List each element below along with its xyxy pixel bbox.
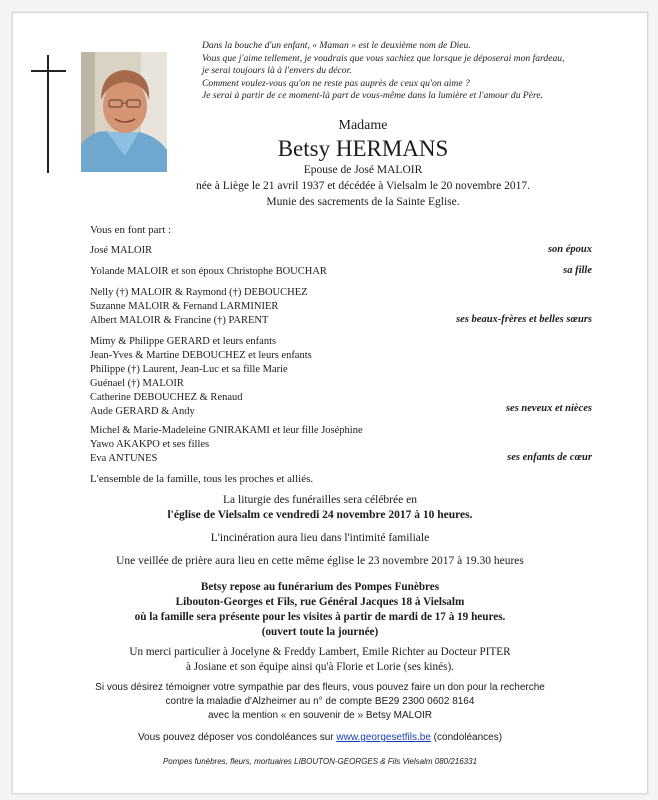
funeral-home-line: Libouton-Georges et Fils, rue Général Jacques 18 à Vielsalm	[175, 596, 465, 608]
family-name: Yolande MALOIR et son époux Christophe BOUCHAR	[90, 266, 327, 277]
family-group	[90, 286, 592, 328]
poem-line: Je serai à partir de ce moment-là part de vous-même dans la lumière et l'amour du Père.	[202, 90, 544, 102]
family-name: Albert MALOIR & Francine (†) PARENT	[90, 315, 269, 326]
relation-label: ses neveux et nièces	[505, 403, 592, 414]
family-name: Eva ANTUNES	[90, 453, 158, 464]
family-name: José MALOIR	[90, 245, 153, 256]
poem-line: Comment voulez-vous qu'on ne reste pas auprès de ceux qu'on aime ?	[202, 77, 470, 89]
funeral-home-line: Betsy repose au funérarium des Pompes Funèbres	[200, 581, 440, 593]
thanks-line: à Josiane et son équipe ainsi qu'à Florie et Lorie (ses kinés).	[186, 661, 454, 673]
family-group	[90, 244, 592, 258]
family-name: Catherine DEBOUCHEZ & Renaud	[90, 392, 243, 403]
dates-line: née à Liège le 21 avril 1937 et décédée à Vielsalm le 20 novembre 2017.	[195, 180, 531, 192]
condolences-text: Vous pouvez déposer vos condoléances sur	[137, 732, 337, 743]
family-name: Michel & Marie-Madeleine GNIRAKAMI et leur fille Joséphine	[90, 425, 363, 436]
condolences-link[interactable]: www.georgesetfils.be	[336, 732, 431, 743]
donation-line: avec la mention « en souvenir de » Betsy MALOIR	[207, 710, 432, 721]
condolences-suffix: (condoléances)	[430, 732, 503, 743]
cross-icon-bar	[31, 70, 66, 72]
condolences-line	[80, 732, 560, 743]
intro-text: Vous en font part :	[90, 224, 172, 236]
poem	[202, 40, 642, 103]
relation-label: ses beaux-frères et belles sœurs	[456, 314, 592, 325]
family-name: Mimy & Philippe GERARD et leurs enfants	[90, 336, 277, 347]
poem-line: Vous que j'aime tellement, je voudrais que vous sachiez que lorsque je déposerai mon fardeau,	[202, 52, 565, 64]
spouse-line: Epouse de José MALOIR	[303, 164, 423, 176]
family-name: Jean-Yves & Martine DEBOUCHEZ et leurs enfants	[90, 350, 312, 361]
family-name: Yawo AKAKPO et ses filles	[90, 439, 210, 450]
funeral-home-line: (ouvert toute la journée)	[261, 626, 379, 638]
poem-line: je serai toujours là à l'envers du décor.	[202, 65, 352, 77]
thanks-line: Un merci particulier à Jocelyne & Freddy Lambert, Emile Richter au Docteur PITER	[129, 646, 511, 658]
family-group	[90, 335, 592, 419]
deceased-name: Betsy HERMANS	[277, 136, 449, 161]
liturgy-date: l'église de Vielsalm ce vendredi 24 novembre 2017 à 10 heures.	[167, 509, 473, 521]
donation-line: Si vous désirez témoigner votre sympathie par des fleurs, vous pouvez faire un don pour la recherche	[95, 682, 545, 693]
footer-text: Pompes funèbres, fleurs, mortuaires LIBOUTON-GEORGES & Fils Vielsalm 080/216331	[162, 757, 478, 766]
family-line: L'ensemble de la famille, tous les proches et alliés.	[90, 473, 314, 485]
poem-line: Dans la bouche d'un enfant, « Maman » est le deuxième nom de Dieu.	[202, 40, 471, 51]
donation-line: contre la maladie d'Alzheimer au n° de compte BE29 2300 0602 8164	[165, 696, 475, 707]
family-name: Aude GERARD & Andy	[90, 406, 195, 417]
family-group	[90, 265, 592, 279]
family-name: Suzanne MALOIR & Fernand LARMINIER	[90, 301, 279, 312]
relation-label: sa fille	[563, 265, 592, 276]
relation-label: son époux	[547, 244, 592, 255]
title-madame: Madame	[338, 118, 388, 133]
sacraments-line: Munie des sacrements de la Sainte Eglise.	[266, 196, 460, 208]
family-name: Guénael (†) MALOIR	[90, 378, 184, 389]
portrait-photo	[81, 52, 167, 172]
family-name: Nelly (†) MALOIR & Raymond (†) DEBOUCHEZ	[90, 287, 308, 298]
family-name: Philippe (†) Laurent, Jean-Luc et sa fille Marie	[90, 364, 288, 375]
vigil-line: Une veillée de prière aura lieu en cette même église le 23 novembre 2017 à 19.30 heures	[116, 555, 524, 567]
family-group	[90, 424, 592, 466]
cremation-line: L'incinération aura lieu dans l'intimité familiale	[210, 532, 430, 544]
funeral-home-line: où la famille sera présente pour les visites à partir de mardi de 17 à 19 heures.	[134, 611, 506, 623]
cross-icon	[47, 55, 49, 173]
relation-label: ses enfants de cœur	[507, 452, 592, 463]
liturgy-line: La liturgie des funérailles sera célébrée en	[223, 494, 417, 506]
